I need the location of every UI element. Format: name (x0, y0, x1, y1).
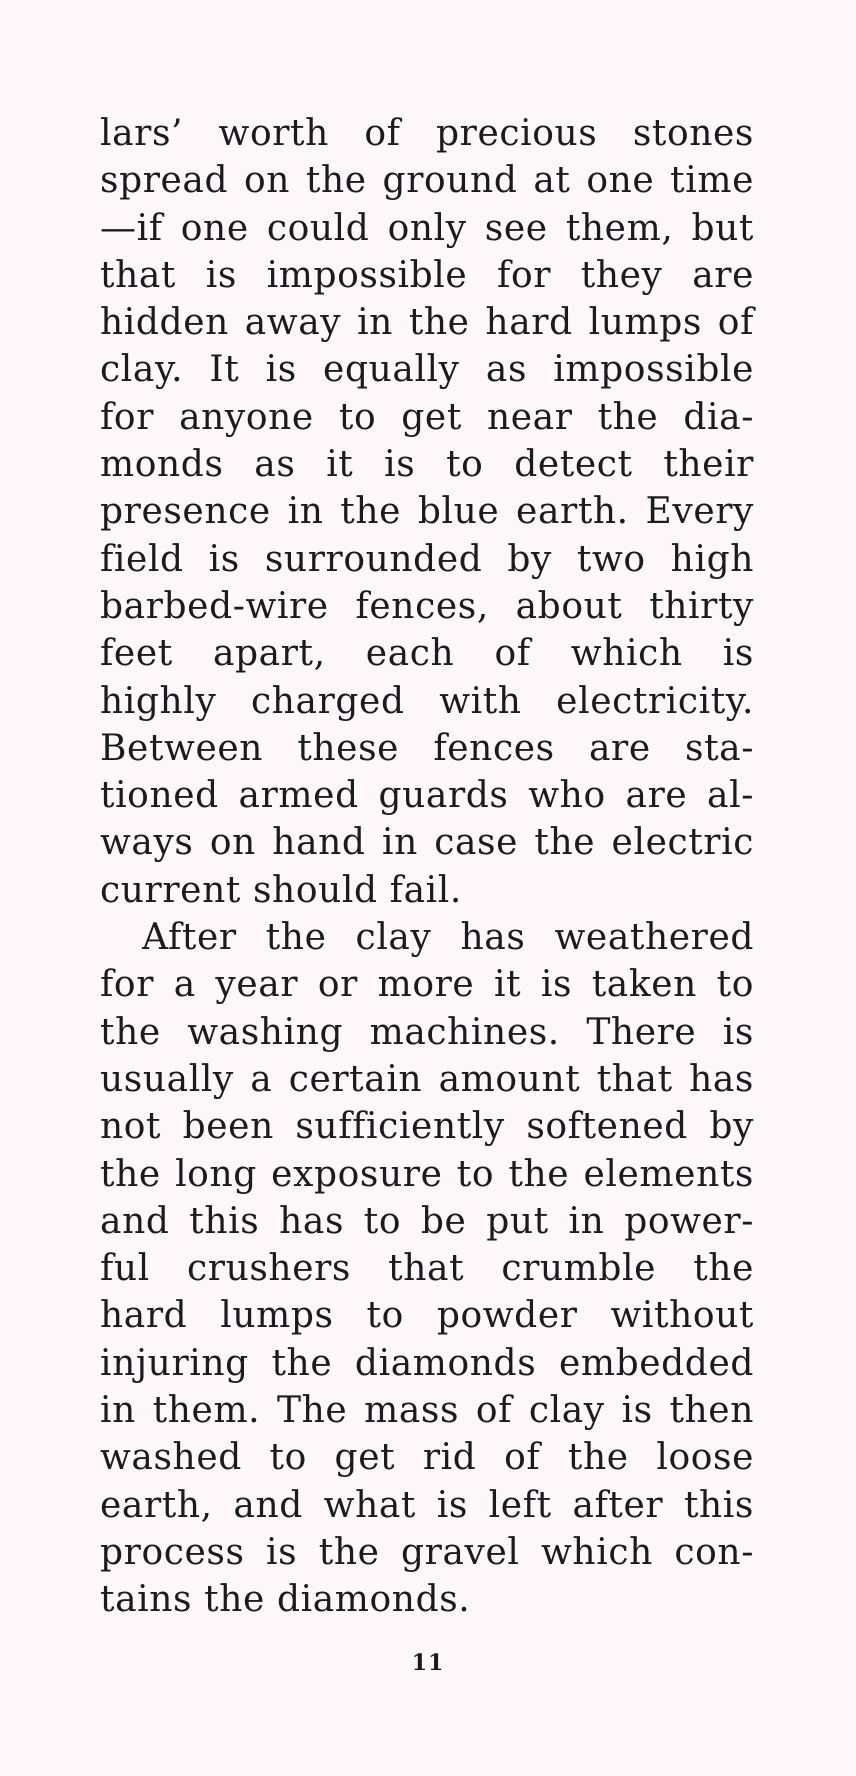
text-line: —if one could only see them, but (100, 207, 754, 249)
text-line: hard lumps to powder without (100, 1295, 754, 1337)
text-line: injuring the diamonds embedded (100, 1342, 754, 1384)
text-line: the washing machines. There is (100, 1011, 754, 1053)
text-line: tioned armed guards who are al- (100, 775, 754, 817)
text-line: highly charged with electricity. (100, 680, 754, 722)
text-line: barbed-wire fences, about thirty (100, 585, 754, 627)
text-line: for a year or more it is taken to (100, 964, 754, 1006)
body-text (100, 110, 754, 1624)
text-line: usually a certain amount that has (100, 1058, 754, 1100)
text-line: Between these fences are sta- (100, 727, 754, 769)
paragraph-first-line: After the clay has weathered (142, 917, 754, 959)
text-line: spread on the ground at one time (100, 160, 754, 202)
text-line: earth, and what is left after this (100, 1484, 754, 1526)
text-line: presence in the blue earth. Every (100, 491, 754, 533)
text-line: monds as it is to detect their (100, 444, 754, 486)
text-line: hidden away in the hard lumps of (100, 302, 754, 344)
text-line: for anyone to get near the dia- (100, 396, 754, 438)
text-line: the long exposure to the elements (100, 1153, 754, 1195)
text-line: and this has to be put in power- (100, 1200, 754, 1242)
text-line: in them. The mass of clay is then (100, 1390, 754, 1432)
text-line: feet apart, each of which is (100, 633, 754, 675)
text-line: clay. It is equally as impossible (100, 349, 754, 391)
text-line: washed to get rid of the loose (100, 1437, 754, 1479)
text-line: ways on hand in case the electric (100, 822, 754, 864)
text-line: field is surrounded by two high (100, 538, 754, 580)
text-line: tains the diamonds. (100, 1579, 471, 1621)
text-line: process is the gravel which con- (100, 1531, 754, 1573)
text-line: current should fail. (100, 869, 462, 911)
text-line: that is impossible for they are (100, 254, 754, 296)
text-line: not been sufficiently softened by (100, 1106, 754, 1148)
text-line: lars’ worth of precious stones (100, 113, 754, 154)
text-line: ful crushers that crumble the (100, 1248, 754, 1290)
page-number: 11 (411, 1650, 445, 1676)
